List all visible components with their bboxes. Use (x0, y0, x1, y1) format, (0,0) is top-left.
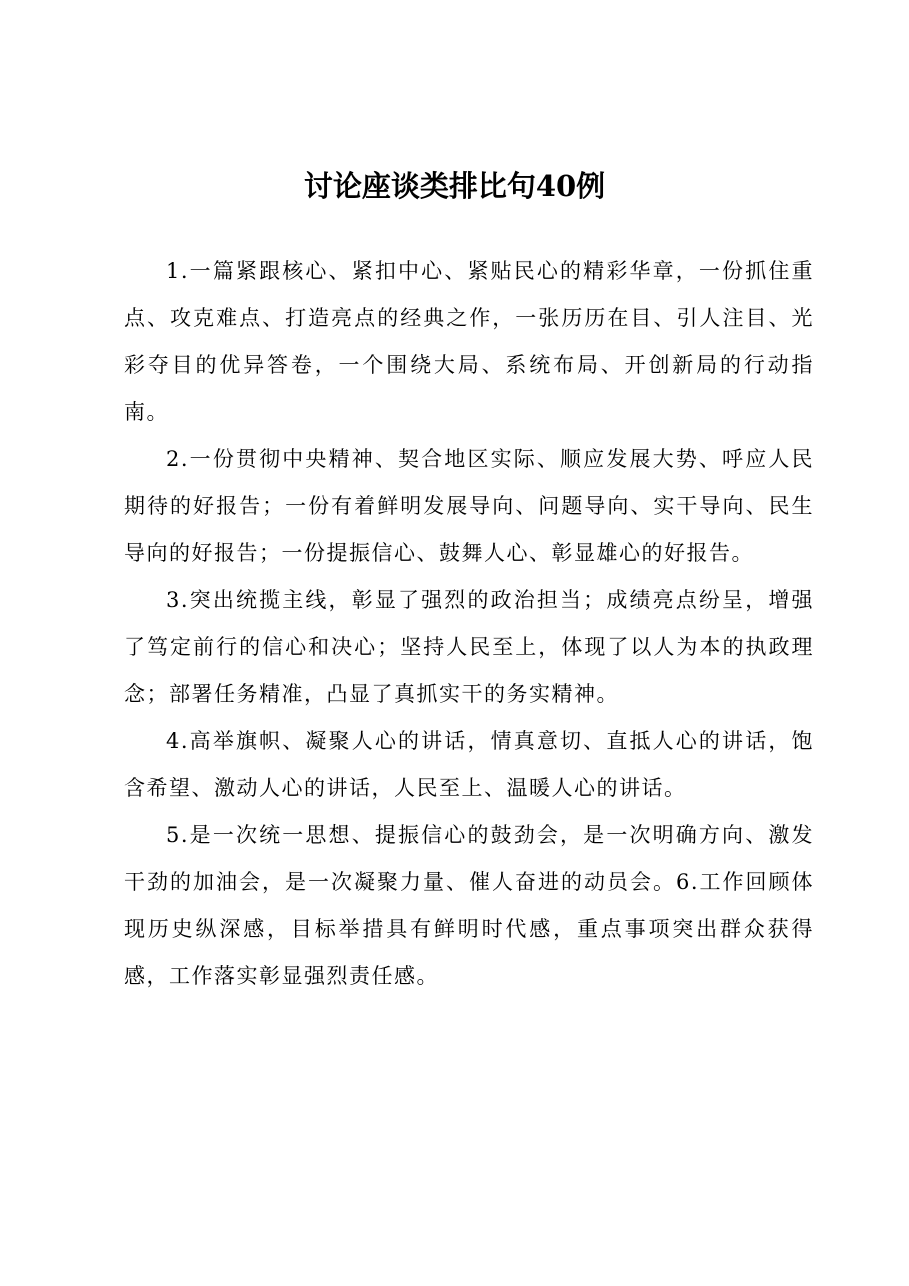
paragraph-1: 1.一篇紧跟核心、紧扣中心、紧贴民心的精彩华章，一份抓住重点、攻克难点、打造亮点的经典之作，一张历历在目、引人注目、光彩夺目的优异答卷，一个围绕大局、系统布局、开创新局的行动指南。 (124, 259, 814, 424)
paragraph-5: 5.是一次统一思想、提振信心的鼓劲会，是一次明确方向、激发干劲的加油会，是一次凝聚力量、催人奋进的动员会。6.工作回顾体现历史纵深感，目标举措具有鲜明时代感，重点事项突出群众获得感，工作落实彰显强烈责任感。 (124, 823, 814, 988)
paragraph-2: 2.一份贯彻中央精神、契合地区实际、顺应发展大势、呼应人民期待的好报告；一份有着鲜明发展导向、问题导向、实干导向、民生导向的好报告；一份提振信心、鼓舞人心、彰显雄心的好报告。 (124, 447, 814, 565)
paragraph-4: 4.高举旗帜、凝聚人心的讲话，情真意切、直抵人心的讲话，饱含希望、激动人心的讲话，人民至上、温暖人心的讲话。 (124, 729, 814, 800)
document-title: 讨论座谈类排比句40例 (303, 169, 606, 203)
paragraph-3: 3.突出统揽主线，彰显了强烈的政治担当；成绩亮点纷呈，增强了笃定前行的信心和决心；坚持人民至上，体现了以人为本的执政理念；部署任务精准，凸显了真抓实干的务实精神。 (124, 588, 814, 706)
document-body (124, 248, 814, 1000)
